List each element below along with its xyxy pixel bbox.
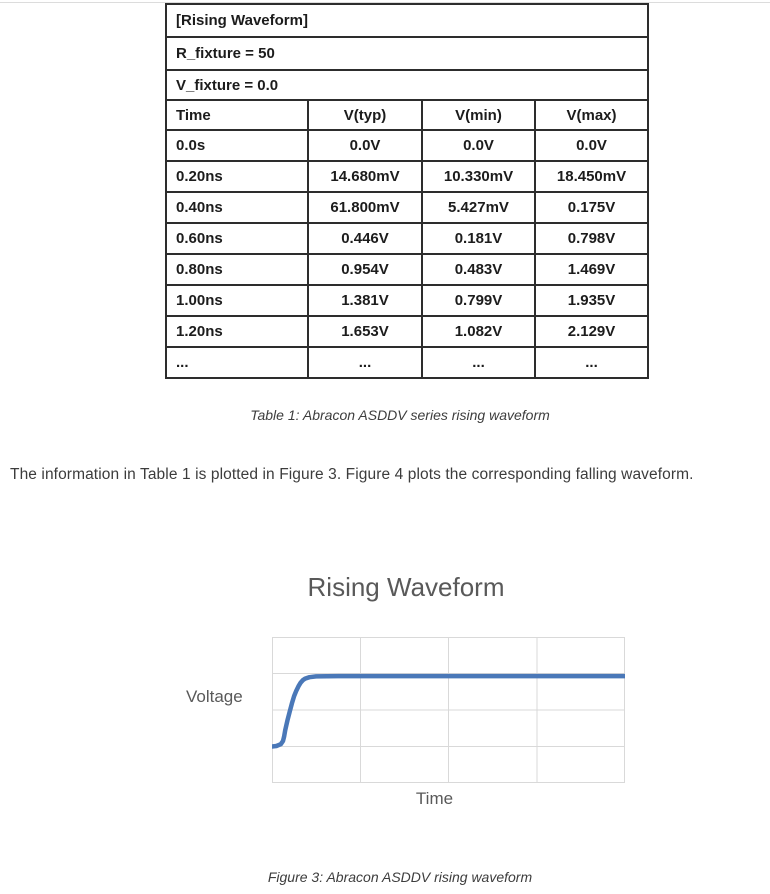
chart-y-axis-label: Voltage [186,687,243,706]
table-cell: R_fixture = 50 [166,37,648,70]
table-row [166,161,648,192]
table-header-row [166,100,648,130]
table-row [166,254,648,285]
table-row-ellipsis [166,347,648,378]
table-cell: 0.446V [308,223,422,254]
table-cell: 18.450mV [535,161,648,192]
rising-waveform-table-container [165,3,649,379]
table-cell: 61.800mV [308,192,422,223]
table-cell: 2.129V [535,316,648,347]
table-cell: 1.082V [422,316,535,347]
chart-x-axis-label: Time [415,789,454,808]
table-row-r-fixture [166,37,648,70]
table-cell: 0.0V [535,130,648,161]
table-cell: 0.0V [308,130,422,161]
table-cell: 1.00ns [166,285,308,316]
table-row-v-fixture [166,70,648,100]
table-header-cell: V(typ) [308,100,422,130]
table-caption: Table 1: Abracon ASDDV series rising waveform [250,407,550,423]
rising-waveform-table [165,3,649,379]
rising-waveform-plot [272,637,625,783]
table-cell: 0.80ns [166,254,308,285]
table-cell: 0.483V [422,254,535,285]
table-cell: 0.0s [166,130,308,161]
table-row-title [166,4,648,37]
table-cell: 0.799V [422,285,535,316]
table-cell: ... [308,347,422,378]
table-cell: ... [166,347,308,378]
table-cell: ... [422,347,535,378]
body-paragraph: The information in Table 1 is plotted in Figure 3. Figure 4 plots the corresponding falling waveform. [10,466,694,483]
table-cell: 0.798V [535,223,648,254]
table-cell: 0.181V [422,223,535,254]
table-cell: 0.954V [308,254,422,285]
table-row [166,316,648,347]
table-cell: [Rising Waveform] [166,4,648,37]
table-cell: 1.469V [535,254,648,285]
table-cell: 0.175V [535,192,648,223]
table-row [166,192,648,223]
table-cell: 1.653V [308,316,422,347]
table-row [166,285,648,316]
table-cell: 0.40ns [166,192,308,223]
table-row [166,130,648,161]
table-cell: ... [535,347,648,378]
table-cell: 5.427mV [422,192,535,223]
table-cell: 1.381V [308,285,422,316]
table-cell: 1.20ns [166,316,308,347]
table-header-cell: V(max) [535,100,648,130]
table-cell: 0.60ns [166,223,308,254]
table-row [166,223,648,254]
chart-title: Rising Waveform [307,572,505,602]
table-header-cell: Time [166,100,308,130]
table-cell: 1.935V [535,285,648,316]
table-cell: 10.330mV [422,161,535,192]
table-cell: V_fixture = 0.0 [166,70,648,100]
table-cell: 14.680mV [308,161,422,192]
table-header-cell: V(min) [422,100,535,130]
table-cell: 0.0V [422,130,535,161]
table-cell: 0.20ns [166,161,308,192]
figure-caption: Figure 3: Abracon ASDDV rising waveform [267,869,533,885]
